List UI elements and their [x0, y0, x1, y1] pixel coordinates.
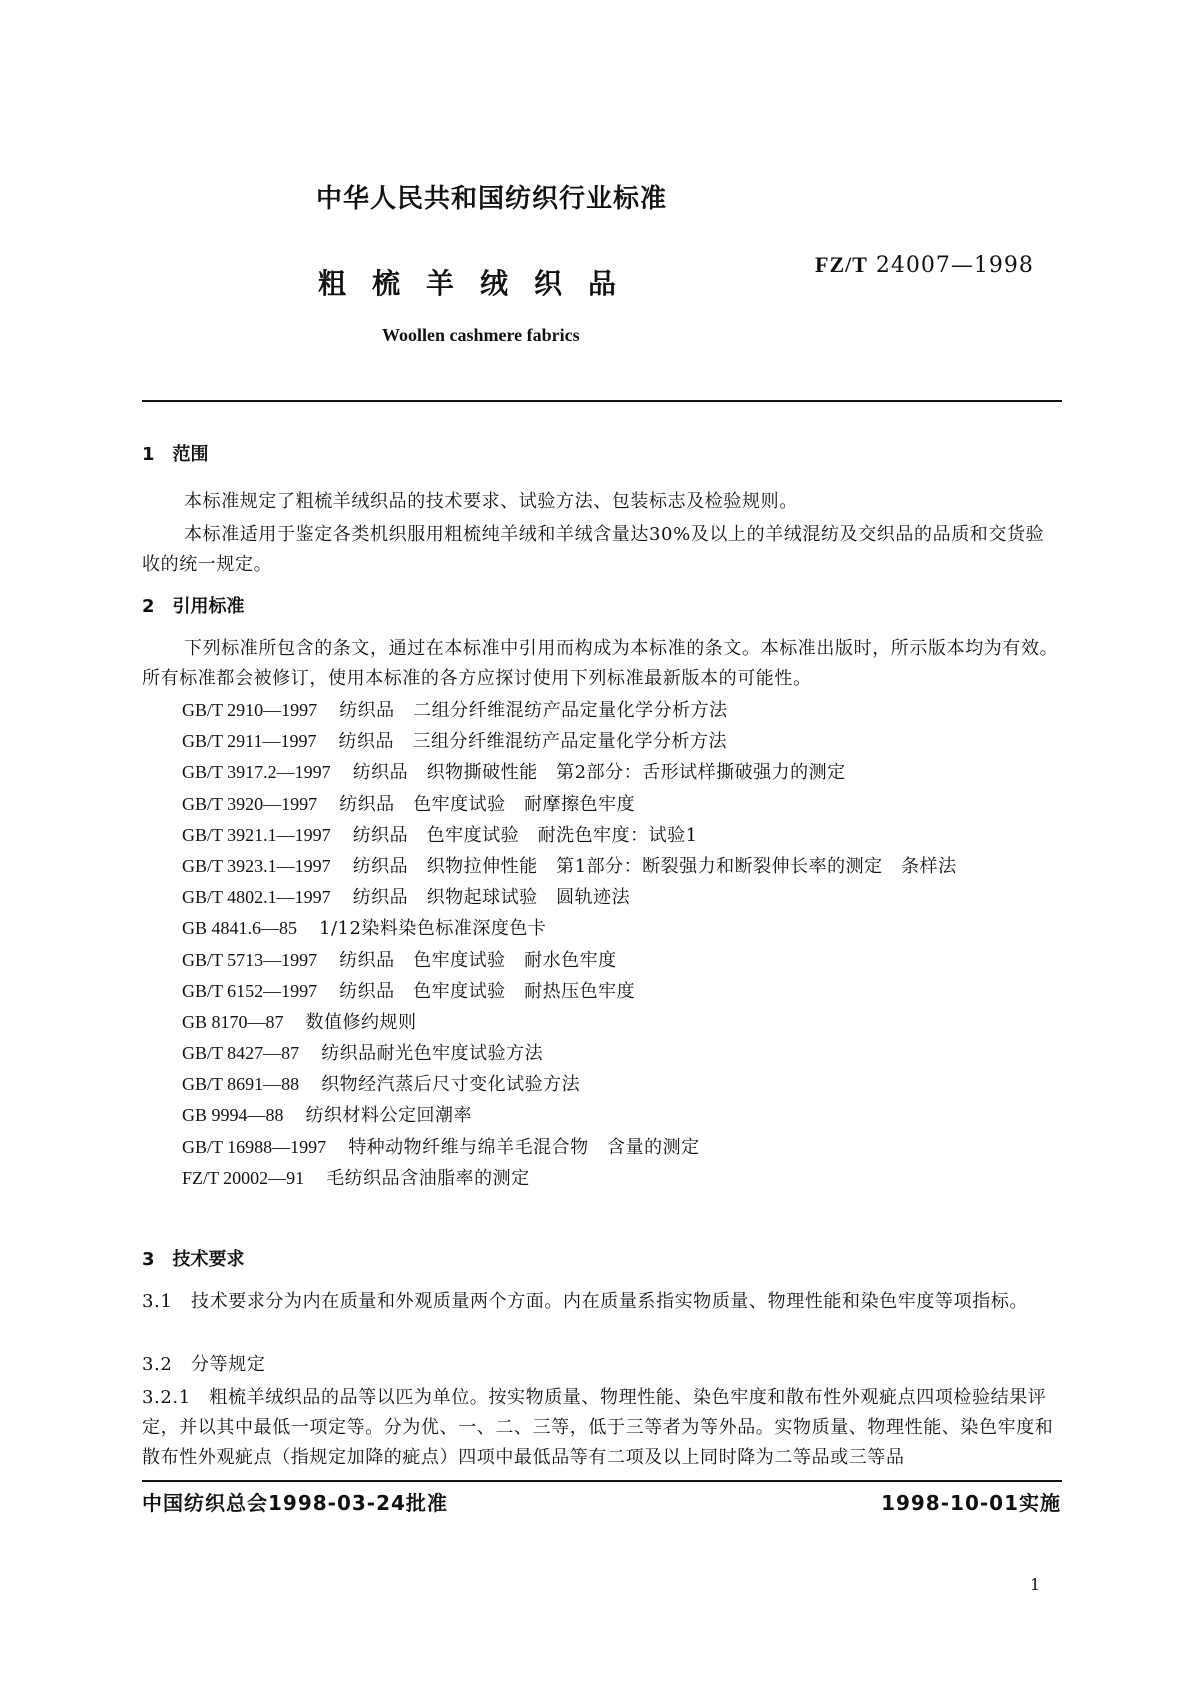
reference-item [182, 726, 1062, 757]
reference-item [182, 913, 1062, 944]
clause-3-2: 3.2 分等规定 [142, 1354, 266, 1375]
reference-list [182, 695, 1062, 1194]
reference-title: 纺织品耐光色牢度试验方法 [321, 1043, 544, 1065]
reference-title: 纺织品 织物拉伸性能 第1部分：断裂强力和断裂伸长率的测定 条样法 [352, 855, 957, 877]
reference-code: GB/T 3920—1997 [182, 793, 318, 814]
reference-code: GB/T 5713—1997 [182, 949, 318, 970]
reference-code: GB/T 8691—88 [182, 1074, 300, 1095]
reference-code: GB/T 2910—1997 [182, 700, 318, 720]
issuing-authority: 中华人民共和国纺织行业标准 [316, 184, 668, 214]
reference-code: GB/T 3921.1—1997 [182, 824, 331, 845]
reference-title: 纺织品 三组分纤维混纺产品定量化学分析方法 [338, 731, 728, 753]
reference-title: 特种动物纤维与绵羊毛混合物 含量的测定 [348, 1136, 700, 1158]
document-number-code: 24007—1998 [875, 253, 1034, 278]
section-1-heading: 1 范围 [142, 444, 209, 465]
section-2-intro [142, 634, 1062, 694]
reference-title: 纺织品 织物起球试验 圆轨迹法 [352, 887, 631, 909]
reference-code: GB/T 3917.2—1997 [182, 762, 331, 783]
section-1-paragraph-1 [142, 487, 1062, 517]
reference-code: GB/T 8427—87 [182, 1043, 300, 1064]
reference-title: 纺织品 织物撕破性能 第2部分：舌形试样撕破强力的测定 [352, 762, 846, 784]
reference-item [182, 1132, 1062, 1163]
reference-item [182, 820, 1062, 851]
reference-title: 纺织品 二组分纤维混纺产品定量化学分析方法 [339, 700, 728, 721]
reference-item [182, 1163, 1062, 1194]
reference-item [182, 1038, 1062, 1069]
reference-code: GB/T 3923.1—1997 [182, 855, 331, 876]
reference-code: GB/T 4802.1—1997 [182, 887, 331, 908]
reference-item [182, 976, 1062, 1007]
effective-date: 1998-10-01实施 [881, 1491, 1061, 1515]
document-title: 粗梳羊绒织品 [318, 267, 643, 300]
reference-item [182, 851, 1062, 882]
reference-title: 纺织品 色牢度试验 耐水色牢度 [339, 949, 617, 971]
reference-code: GB 9994—88 [182, 1105, 284, 1126]
section-2-intro-text: 下列标准所包含的条文，通过在本标准中引用而构成为本标准的条文。本标准出版时，所示版本均为有效。所有标准都会被修订，使用本标准的各方应探讨使用下列标准最新版本的可能性。 [142, 638, 1059, 689]
reference-code: GB/T 6152—1997 [182, 980, 318, 1001]
reference-item [182, 882, 1062, 913]
approval-date: 中国纺织总会1998-03-24批准 [142, 1491, 448, 1515]
reference-item [182, 789, 1062, 820]
reference-title: 数值修约规则 [305, 1011, 417, 1033]
top-divider [142, 400, 1062, 402]
reference-code: GB/T 16988—1997 [182, 1136, 327, 1157]
reference-item [182, 1100, 1062, 1131]
reference-item [182, 945, 1062, 976]
document-number [815, 252, 1034, 278]
reference-title: 纺织品 色牢度试验 耐热压色牢度 [339, 980, 636, 1002]
reference-code: GB 4841.6—85 [182, 918, 298, 939]
reference-title: 纺织品 色牢度试验 耐洗色牢度：试验1 [352, 824, 698, 846]
reference-title: 1/12染料染色标准深度色卡 [319, 918, 547, 940]
reference-item [182, 757, 1062, 788]
section-2-heading: 2 引用标准 [142, 596, 245, 617]
section-1-paragraph-2-text: 本标准适用于鉴定各类机织服用粗梳纯羊绒和羊绒含量达30%及以上的羊绒混纺及交织品的品质和交货验收的统一规定。 [142, 524, 1045, 575]
clause-3-2-1: 3.2.1 粗梳羊绒织品的品等以匹为单位。按实物质量、物理性能、染色牢度和散布性外观疵点四项检验结果评定，并以其中最低一项定等。分为优、一、二、三等，低于三等者为等外品。实物质量、物理性能、染色牢度和散布性外观疵点（指规定加降的疵点）四项中最低品等有二项及以上同时降为二等品或三等品 [142, 1387, 1054, 1468]
reference-title: 毛纺织品含油脂率的测定 [326, 1167, 530, 1189]
document-number-prefix: FZ/T [815, 252, 868, 277]
reference-item [182, 1069, 1062, 1100]
reference-code: GB 8170—87 [182, 1011, 284, 1032]
section-1-paragraph-1-text: 本标准规定了粗梳羊绒织品的技术要求、试验方法、包装标志及检验规则。 [184, 491, 798, 512]
reference-item [182, 1007, 1062, 1038]
reference-title: 纺织品 色牢度试验 耐摩擦色牢度 [339, 793, 636, 815]
reference-title: 织物经汽蒸后尺寸变化试验方法 [321, 1074, 581, 1096]
document-subtitle-english: Woollen cashmere fabrics [382, 325, 580, 345]
section-3-heading: 3 技术要求 [142, 1249, 245, 1270]
clause-3-1: 3.1 技术要求分为内在质量和外观质量两个方面。内在质量系指实物质量、物理性能和染色牢度等项指标。 [142, 1291, 1029, 1312]
section-1-paragraph-2 [142, 520, 1062, 580]
page-number: 1 [1030, 1575, 1041, 1594]
reference-item [182, 695, 1062, 726]
reference-title: 纺织材料公定回潮率 [305, 1105, 473, 1127]
bottom-divider [142, 1480, 1062, 1482]
reference-code: GB/T 2911—1997 [182, 731, 317, 752]
reference-code: FZ/T 20002—91 [182, 1167, 305, 1188]
